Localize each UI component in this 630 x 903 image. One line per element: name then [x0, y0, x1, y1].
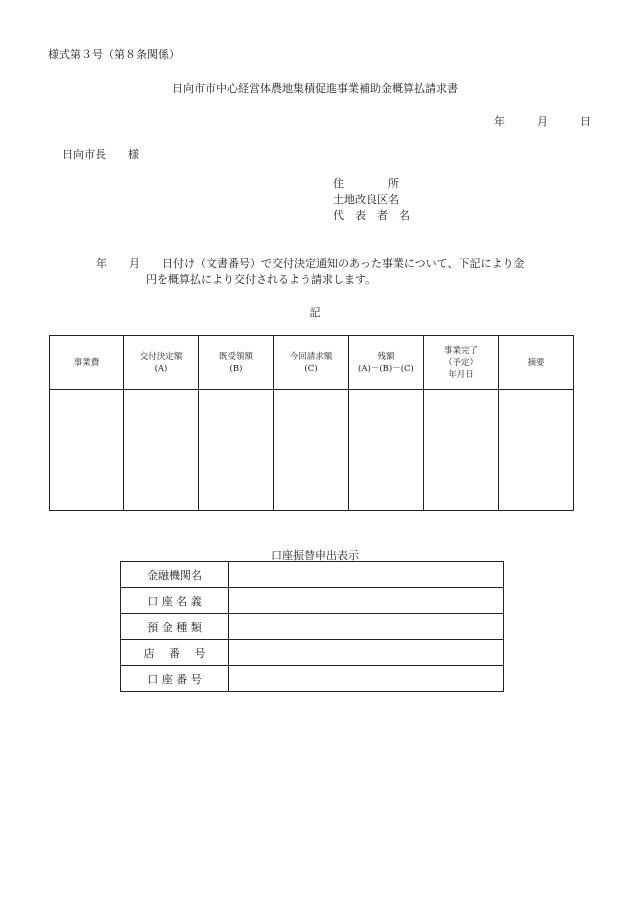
cell-completion-date[interactable]: [423, 390, 498, 511]
request-body-text: [96, 256, 586, 288]
account-transfer-table: [120, 561, 504, 692]
cell-remarks[interactable]: [499, 390, 574, 511]
header-remarks: 摘要: [499, 336, 574, 390]
account-row-branch-number: [121, 640, 504, 666]
month-label: 月: [537, 115, 548, 128]
cell-current-request-amount[interactable]: [273, 390, 348, 511]
year-label: 年: [494, 115, 505, 128]
form-number: 様式第３号（第８条関係）: [48, 48, 180, 61]
header-project-cost: 事業費: [50, 336, 124, 390]
header-current-request-amount: 今回請求額 (C): [273, 336, 348, 390]
ki-heading: 記: [309, 306, 321, 319]
bank-name-label: 金融機関名: [121, 562, 229, 588]
header-completion-date: 事業完了 （予定） 年月日: [423, 336, 498, 390]
request-body-line-2: 円を概算払により交付されるよう請求します。: [146, 273, 377, 286]
expense-table: [49, 335, 574, 511]
deposit-type-label: 預 金 種 類: [121, 614, 229, 640]
applicant-block: [333, 176, 410, 224]
cell-remaining-amount[interactable]: [348, 390, 423, 511]
account-row-account-number: [121, 666, 504, 692]
header-grant-decision-amount: 交付決定額 (A): [123, 336, 198, 390]
account-number-label: 口 座 番 号: [121, 666, 229, 692]
document-title: 日向市市中心経営体農地集積促進事業補助金概算払請求書: [172, 82, 458, 95]
date-line: [494, 113, 591, 129]
bank-name-field[interactable]: [229, 562, 504, 588]
header-remaining-amount: 残額 (A)－(B)－(C): [348, 336, 423, 390]
cell-received-amount[interactable]: [198, 390, 273, 511]
applicant-address-label: 住 所: [333, 177, 399, 190]
account-holder-field[interactable]: [229, 588, 504, 614]
cell-grant-decision-amount[interactable]: [123, 390, 198, 511]
deposit-type-field[interactable]: [229, 614, 504, 640]
account-holder-label: 口 座 名 義: [121, 588, 229, 614]
applicant-org-label: 土地改良区名: [333, 193, 399, 206]
expense-table-header-row: [50, 336, 574, 390]
expense-table-entry-row: [50, 390, 574, 511]
account-transfer-title: 口座振替申出表示: [271, 549, 359, 562]
request-body-line-1: 年 月 日付け（文書番号）で交付決定通知のあった事業について、下記により金: [96, 257, 525, 270]
account-row-bank-name: [121, 562, 504, 588]
header-received-amount: 既受領額 (B): [198, 336, 273, 390]
account-row-holder: [121, 588, 504, 614]
day-label: 日: [580, 115, 591, 128]
branch-number-label: 店 番 号: [121, 640, 229, 666]
addressee: 日向市長 様: [62, 148, 139, 161]
account-row-deposit-type: [121, 614, 504, 640]
account-number-field[interactable]: [229, 666, 504, 692]
cell-project-cost[interactable]: [50, 390, 124, 511]
branch-number-field[interactable]: [229, 640, 504, 666]
applicant-representative-label: 代 表 者 名: [333, 209, 410, 222]
